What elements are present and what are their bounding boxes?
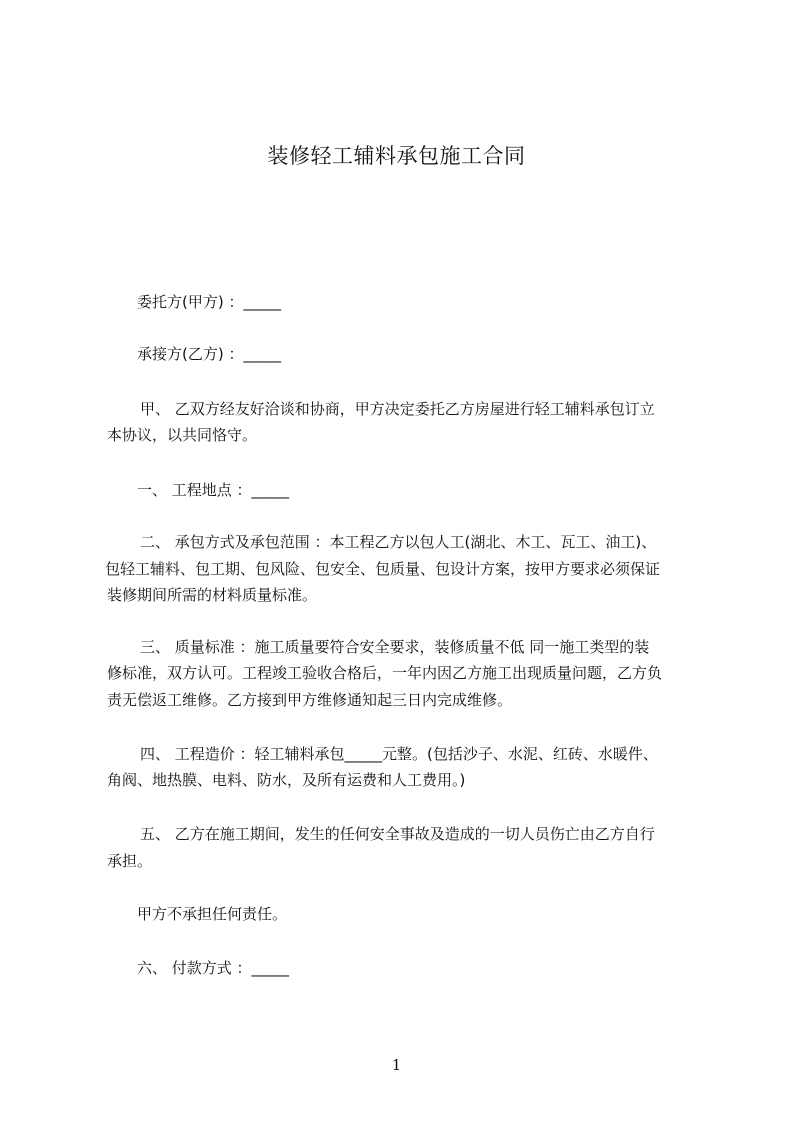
section-5-line-1: 五、 乙方在施工期间，发生的任何安全事故及造成的一切人员伤亡由乙方自行: [140, 825, 655, 843]
section-5-extra-line: 甲方不承担任何责任。: [137, 905, 288, 923]
section-4-line-2: 角阀、地热膜、电料、防水，及所有运费和人工费用。): [107, 771, 466, 789]
section-4-line-1: 四、 工程造价 ：轻工辅料承包_____元整。(包括沙子、水泥、红砖、水暖件、: [140, 745, 658, 763]
document-title: 装修轻工辅料承包施工合同: [267, 144, 526, 168]
section-2-line-2: 包轻工辅料、包工期、包风险、包安全、包质量、包设计方案，按甲方要求必须保证: [105, 560, 661, 578]
section-6-payment: 六、 付款方式 ：_____: [137, 959, 290, 977]
section-3-line-3: 责无偿返工维修。乙方接到甲方维修通知起三日内完成维修。: [107, 691, 513, 709]
section-5-line-2: 承担。: [107, 852, 153, 870]
page-number: 1: [391, 1056, 402, 1074]
intro-line-2: 本协议，以共同恪守。: [107, 426, 258, 444]
party-a-line: 委托方(甲方) ：_____: [137, 293, 281, 311]
section-2-line-1: 二、 承包方式及承包范围 ：本工程乙方以包人工(湖北、木工、瓦工、油工)、: [140, 533, 657, 551]
section-3-line-2: 修标准，双方认可。工程竣工验收合格后，一年内因乙方施工出现质量问题，乙方负: [107, 664, 663, 682]
section-2-line-3: 装修期间所需的材料质量标准。: [107, 586, 318, 604]
party-b-line: 承接方(乙方) ：_____: [137, 345, 281, 363]
section-3-line-1: 三、 质量标准 ：施工质量要符合安全要求，装修质量不低 同一施工类型的装: [140, 638, 650, 656]
section-1-location: 一、 工程地点 ：_____: [137, 481, 290, 499]
intro-line-1: 甲、 乙双方经友好洽谈和协商，甲方决定委托乙方房屋进行轻工辅料承包订立: [140, 400, 655, 418]
